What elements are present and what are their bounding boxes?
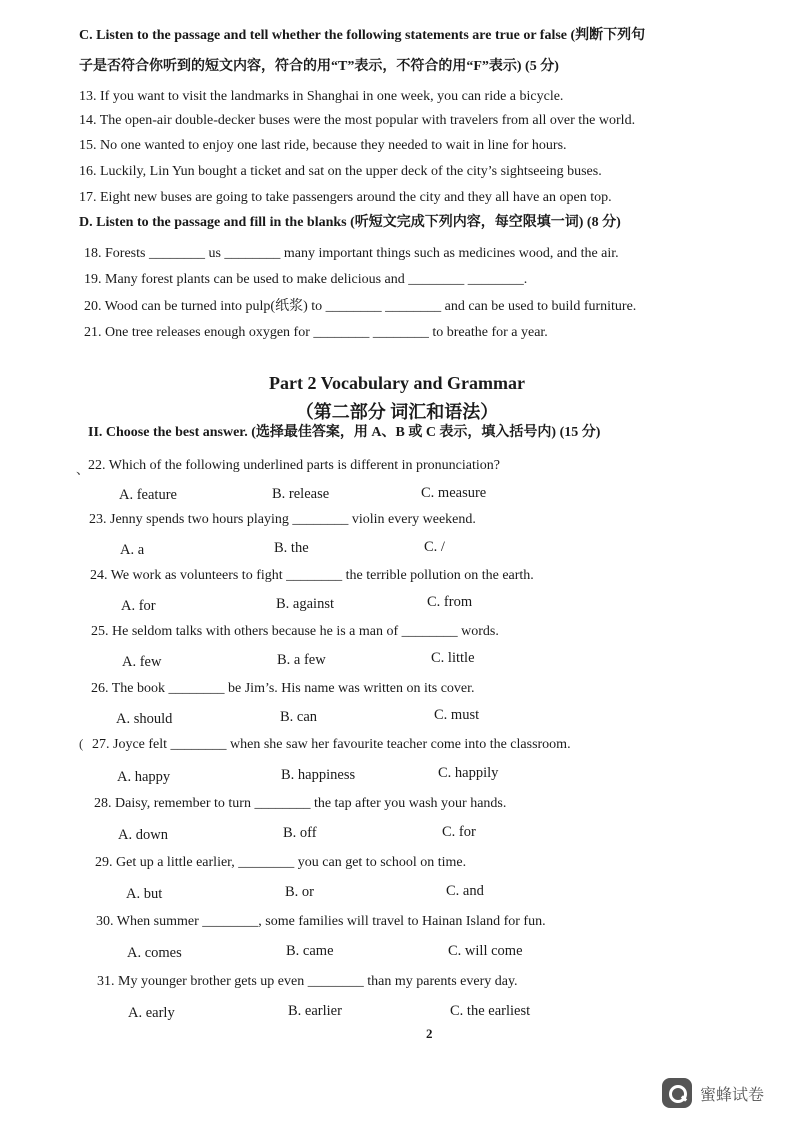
question-28-option-a: A. down bbox=[118, 827, 168, 843]
scan-mark: ( bbox=[79, 736, 84, 751]
question-26-option-a: A. should bbox=[116, 711, 173, 727]
blank-item-19: 19. Many forest plants can be used to make delicious and ________ ________. bbox=[84, 272, 528, 287]
statement-14: 14. The open-air double-decker buses were the most popular with travelers from all over the world. bbox=[79, 113, 636, 128]
question-31-option-a: A. early bbox=[128, 1005, 175, 1021]
question-24-option-a: A. for bbox=[121, 598, 156, 614]
watermark bbox=[662, 1078, 764, 1108]
question-23-stem: 23. Jenny spends two hours playing ________ violin every weekend. bbox=[89, 512, 476, 527]
part2-title: Part 2 Vocabulary and Grammar bbox=[269, 373, 525, 393]
question-23-option-b: B. the bbox=[274, 540, 309, 556]
question-27-option-c: C. happily bbox=[438, 765, 499, 781]
statement-17: 17. Eight new buses are going to take passengers around the city and they all have an open top. bbox=[79, 190, 612, 205]
statement-13: 13. If you want to visit the landmarks in Shanghai in one week, you can ride a bicycle. bbox=[79, 89, 564, 104]
statement-15: 15. No one wanted to enjoy one last ride, because they needed to wait in line for hours. bbox=[79, 138, 567, 153]
question-25-option-a: A. few bbox=[122, 654, 162, 670]
part2-section-heading: II. Choose the best answer. (选择最佳答案，用 A、B 或 C 表示，填入括号内) (15 分) bbox=[88, 425, 601, 440]
question-24-option-c: C. from bbox=[427, 594, 473, 610]
question-28-option-b: B. off bbox=[283, 825, 317, 841]
question-30-option-a: A. comes bbox=[127, 945, 182, 961]
question-29-option-c: C. and bbox=[446, 883, 484, 899]
question-26-option-c: C. must bbox=[434, 707, 480, 723]
question-23-option-c: C. / bbox=[424, 539, 445, 555]
blank-item-18: 18. Forests ________ us ________ many important things such as medicines wood, and the air. bbox=[84, 246, 619, 261]
question-26-stem: 26. The book ________ be Jim’s. His name was written on its cover. bbox=[91, 681, 475, 696]
question-27-stem: 27. Joyce felt ________ when she saw her favourite teacher come into the classroom. bbox=[92, 737, 571, 752]
question-22-stem: 22. Which of the following underlined parts is different in pronunciation? bbox=[88, 458, 500, 473]
section-c-heading-line1: C. Listen to the passage and tell whether the following statements are true or false (判断下列句 bbox=[79, 28, 646, 43]
question-23-option-a: A. a bbox=[120, 542, 145, 558]
question-31-option-c: C. the earliest bbox=[450, 1003, 531, 1019]
question-22-option-b: B. release bbox=[272, 486, 330, 502]
question-26-option-b: B. can bbox=[280, 709, 318, 725]
question-25-option-b: B. a few bbox=[277, 652, 326, 668]
blank-item-21: 21. One tree releases enough oxygen for ________ ________ to breathe for a year. bbox=[84, 325, 548, 340]
question-22-option-a: A. feature bbox=[119, 487, 177, 503]
blank-item-20: 20. Wood can be turned into pulp(纸浆) to ________ ________ and can be used to build furniture. bbox=[84, 299, 637, 314]
part2-subtitle: （第二部分 词汇和语法） bbox=[295, 402, 499, 422]
question-31-option-b: B. earlier bbox=[288, 1003, 342, 1019]
question-31-stem: 31. My younger brother gets up even ________ than my parents every day. bbox=[97, 974, 518, 989]
question-24-option-b: B. against bbox=[276, 596, 334, 612]
statement-16: 16. Luckily, Lin Yun bought a ticket and sat on the upper deck of the city’s sightseeing buses. bbox=[79, 164, 602, 179]
question-29-stem: 29. Get up a little earlier, ________ you can get to school on time. bbox=[95, 855, 467, 870]
search-logo-icon bbox=[662, 1078, 692, 1108]
question-29-option-a: A. but bbox=[126, 886, 163, 902]
question-27-option-a: A. happy bbox=[117, 769, 171, 785]
question-30-stem: 30. When summer ________, some families will travel to Hainan Island for fun. bbox=[96, 914, 546, 929]
scan-mark: 、 bbox=[76, 462, 90, 477]
question-27-option-b: B. happiness bbox=[281, 767, 356, 783]
question-24-stem: 24. We work as volunteers to fight ________ the terrible pollution on the earth. bbox=[90, 568, 534, 583]
question-30-option-b: B. came bbox=[286, 943, 334, 959]
section-c-heading-line2: 子是否符合你听到的短文内容，符合的用“T”表示，不符合的用“F”表示) (5 分) bbox=[79, 59, 559, 74]
question-28-option-c: C. for bbox=[442, 824, 476, 840]
section-d-heading: D. Listen to the passage and fill in the blanks (听短文完成下列内容，每空限填一词) (8 分) bbox=[79, 215, 621, 230]
question-28-stem: 28. Daisy, remember to turn ________ the tap after you wash your hands. bbox=[94, 796, 507, 811]
watermark-text: 蜜蜂试卷 bbox=[700, 1084, 765, 1104]
question-22-option-c: C. measure bbox=[421, 485, 487, 501]
question-25-option-c: C. little bbox=[431, 650, 475, 666]
question-29-option-b: B. or bbox=[285, 884, 314, 900]
question-30-option-c: C. will come bbox=[448, 943, 523, 959]
page-number: 2 bbox=[426, 1026, 433, 1041]
question-25-stem: 25. He seldom talks with others because he is a man of ________ words. bbox=[91, 624, 499, 639]
